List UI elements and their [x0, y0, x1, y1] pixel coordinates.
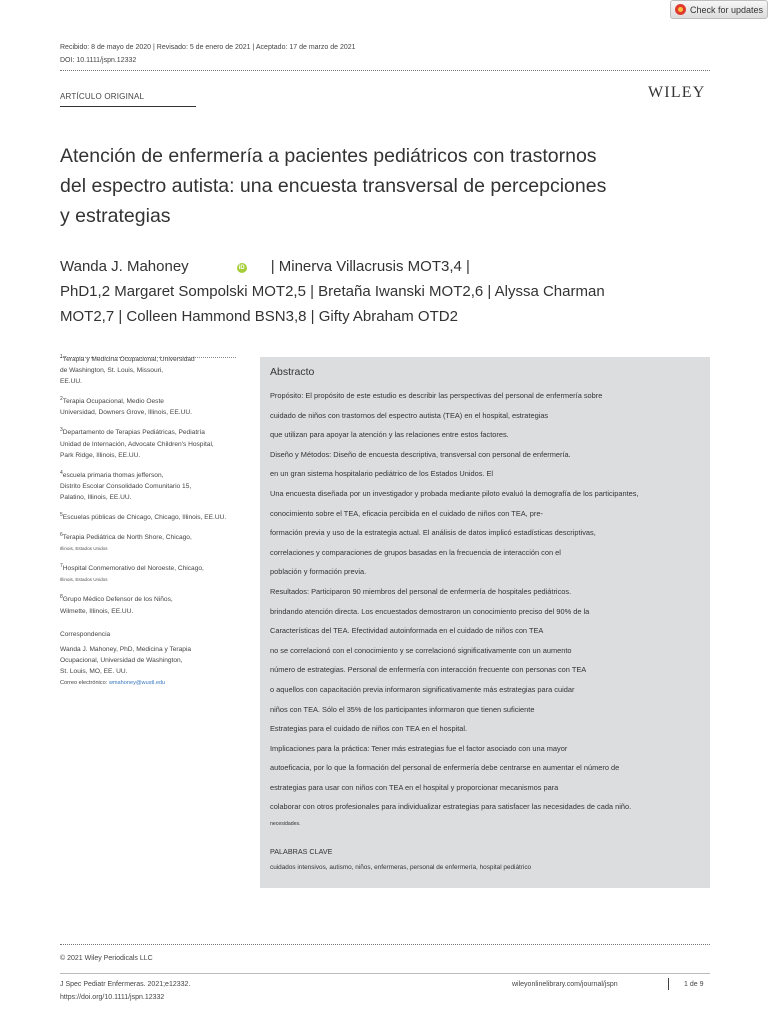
abstract-panel [260, 357, 710, 888]
author-name[interactable]: Wanda J. Mahoney [60, 258, 189, 275]
abstract-line: niños con TEA. Sólo el 35% de los participantes informaron que tienen suficiente [270, 704, 535, 714]
affiliation-item: $^1$Terapia y Medicina Ocupacional, Universidad de Washington, St. Louis, Missouri, EE.UU. [60, 354, 195, 386]
article-type: ARTÍCULO ORIGINAL [60, 92, 145, 101]
author-line: PhD1,2 Margaret Sompolski MOT2,5 | Bretaña Iwanski MOT2,6 | Alyssa Charman [60, 283, 605, 300]
correspondence-heading: Correspondencia [60, 630, 111, 638]
footer-divider [60, 944, 710, 945]
abstract-line: Diseño y Métodos: Diseño de encuesta descriptiva, transversal con personal de enfermería. [270, 449, 571, 459]
doi-link[interactable]: https://doi.org/10.1111/jspn.12332 [60, 994, 165, 1001]
received-dates: Recibido: 8 de mayo de 2020 | Revisado: 5 de enero de 2021 | Aceptado: 17 de marzo de 2021 [60, 44, 356, 51]
abstract-line: en un gran sistema hospitalario pediátrico de los Estados Unidos. El [270, 469, 494, 479]
abstract-line: Propósito: El propósito de este estudio es describir las perspectivas del personal de enfermería sobre [270, 391, 603, 400]
title-line: y estrategias [60, 205, 171, 227]
abstract-line: correlaciones y comparaciones de grupos basadas en la frecuencia de interacción con el [270, 547, 561, 557]
author-list [60, 254, 720, 329]
footer-separator [668, 978, 669, 990]
header-divider [60, 70, 710, 71]
abstract-line: autoeficacia, por lo que la formación del personal de enfermería debe centrarse en aumentar el número de [270, 763, 620, 773]
affiliation-item: $^4$escuela primaria thomas jefferson, Distrito Escolar Consolidado Comunitario 15, Palatino, Illinois, EE.UU. [60, 469, 192, 501]
abstract-line: Una encuesta diseñada por un investigador y probada mediante piloto evaluó la demografía de los participantes, [270, 488, 639, 498]
correspondence-line: Wanda J. Mahoney, PhD, Medicina y Terapia [60, 645, 192, 653]
abstract-line: formación previa y uso de la estrategia actual. El análisis de datos implicó estadísticas descriptivas, [270, 528, 596, 538]
check-for-updates-label: Check for updates [690, 4, 764, 15]
crossmark-icon [675, 4, 686, 15]
author-line [60, 254, 720, 279]
abstract-line: conocimiento sobre el TEA, eficacia percibida en el cuidado de niños con TEA, pre- [270, 508, 543, 518]
doi-header: DOI: 10.1111/jspn.12332 [60, 57, 137, 64]
article-type-underline [60, 106, 196, 107]
page-number: 1 de 9 [684, 981, 704, 988]
abstract-line: Resultados: Participaron 90 miembros del personal de enfermería de hospitales pediátricos. [270, 586, 572, 596]
copyright: © 2021 Wiley Periodicals LLC [60, 955, 153, 962]
abstract-line: Estrategias para el cuidado de niños con TEA en el hospital. [270, 724, 468, 734]
author-line: MOT2,7 | Colleen Hammond BSN3,8 | Gifty Abraham OTD2 [60, 308, 458, 325]
affiliation-item: $^5$Escuelas públicas de Chicago, Chicago, Illinois, EE.UU. [60, 511, 227, 521]
affiliation-item: $^8$Grupo Médico Defensor de los Niños, Wilmette, Illinois, EE.UU. [60, 594, 173, 615]
author-line-rest: | Minerva Villacrusis MOT3,4 | [270, 258, 470, 275]
abstract-line: Implicaciones para la práctica: Tener más estrategias fue el factor asociado con una mayor [270, 743, 568, 753]
correspondence-email-row [60, 677, 250, 689]
correspondence-line: St. Louis, MO, EE. UU. [60, 667, 128, 675]
affiliation-item: $^7$Hospital Conmemorativo del Noroeste, Chicago, Illinois, Estados Unidos [60, 563, 204, 583]
publisher-logo: WILEY [648, 84, 706, 101]
abstract-tail: necesidades. [270, 821, 301, 828]
orcid-icon[interactable]: iD [238, 265, 245, 271]
email-link[interactable]: wmahoney@wustl.edu [108, 679, 166, 686]
abstract-heading: Abstracto [270, 366, 315, 378]
abstract-line: no se correlacionó con el conocimiento y se correlacionó significativamente con un aumento [270, 645, 572, 655]
abstract-line: estrategias para usar con niños con TEA en el hospital y proporcionar mecanismos para [270, 782, 559, 792]
article-title [60, 141, 680, 231]
affiliation-item: $^6$Terapia Pediátrica de North Shore, Chicago, Illinois, Estados Unidos [60, 531, 192, 552]
footer-rule [60, 973, 710, 974]
title-line: Atención de enfermería a pacientes pediátricos con trastornos [60, 145, 597, 167]
abstract-line: brindando atención directa. Los encuestados demostraron un conocimiento preciso del 90% de la [270, 606, 590, 616]
abstract-line: población y formación previa. [270, 567, 367, 577]
keywords-list: cuidados intensivos, autismo, niños, enfermeras, personal de enfermería, hospital pediátrico [270, 864, 532, 872]
abstract-line: colaborar con otros profesionales para individualizar estrategias para satisfacer las necesidades de cada niño. [270, 802, 632, 812]
abstract-body [270, 386, 704, 817]
journal-citation: J Spec Pediatr Enfermeras. 2021;e12332. [60, 981, 191, 988]
journal-site-link[interactable]: wileyonlinelibrary.com/journal/jspn [512, 981, 618, 988]
abstract-line: cuidado de niños con trastornos del espectro autista (TEA) en el hospital, estrategias [270, 410, 549, 420]
title-line: del espectro autista: una encuesta transversal de percepciones [60, 175, 607, 197]
abstract-line: Características del TEA. Efectividad autoinformada en el cuidado de niños con TEA [270, 626, 544, 636]
correspondence-line: Ocupacional, Universidad de Washington, [60, 656, 183, 664]
email-label: Correo electrónico: [60, 679, 109, 686]
abstract-line: que utilizan para apoyar la atención y las relaciones entre estos factores. [270, 430, 509, 440]
affiliation-item: $^2$Terapia Ocupacional, Medio Oeste Universidad, Downers Grove, Illinois, EE.UU. [60, 396, 192, 417]
abstract-line: número de estrategias. Personal de enfermería con interacción frecuente con personas con TEA [270, 665, 587, 675]
affiliations [60, 352, 250, 689]
affiliation-item: $^3$Departamento de Terapias Pediátricas, Pediatría Unidad de Internación, Advocate Children's Hospital, Park Ridge, Illinois, EE.UU. [60, 427, 214, 459]
keywords-heading: PALABRAS CLAVE [270, 847, 333, 857]
abstract-line: o aquellos con capacitación previa informaron significativamente más estrategias para cuidar [270, 684, 575, 694]
check-for-updates-button[interactable] [670, 0, 768, 19]
